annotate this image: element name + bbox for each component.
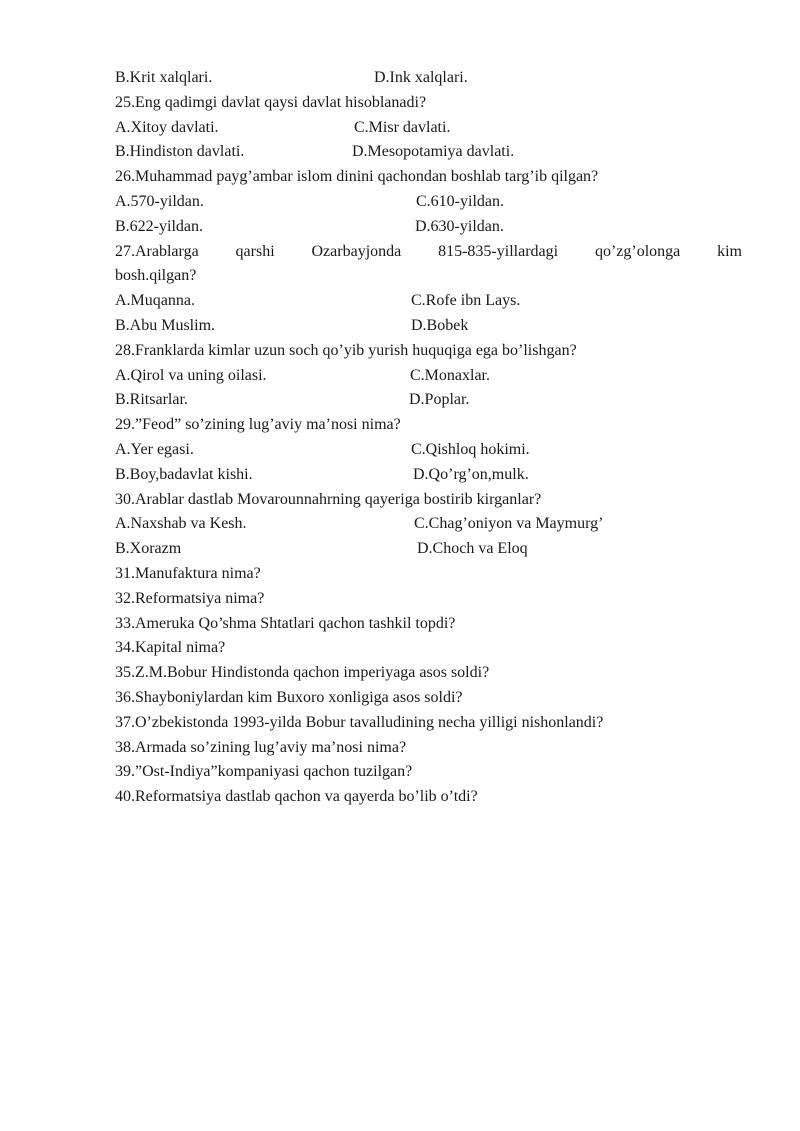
answer-option-left: B.Xorazm — [115, 540, 182, 558]
answer-option-left: B.Abu Muslim. — [115, 316, 216, 334]
answer-options-row — [115, 289, 742, 314]
answer-option-right: C.610-yildan. — [416, 192, 504, 210]
question-line: 25.Eng qadimgi davlat qaysi davlat hisoblanadi? — [115, 93, 427, 111]
answer-option-right: C.Rofe ibn Lays. — [411, 292, 521, 310]
answer-options-row — [115, 116, 742, 141]
question-line: 33.Ameruka Qo’shma Shtatlari qachon tashkil topdi? — [115, 614, 456, 632]
answer-options-row — [115, 438, 742, 463]
answer-option-right: C.Monaxlar. — [410, 366, 490, 384]
answer-option-right: D.Poplar. — [409, 391, 470, 409]
question-line: 35.Z.M.Bobur Hindistonda qachon imperiyaga asos soldi? — [115, 664, 490, 682]
question-line: 30.Arablar dastlab Movarounnahrning qayeriga bostirib kirganlar? — [115, 490, 542, 508]
answer-option-left: A.Naxshab va Kesh. — [115, 515, 247, 533]
question-line: 36.Shayboniylardan kim Buxoro xonligiga asos soldi? — [115, 688, 463, 706]
question-line: 29.”Feod” so’zining lug’aviy ma’nosi nima? — [115, 416, 401, 434]
answer-options-row — [115, 215, 742, 240]
answer-option-right: D.Bobek — [411, 316, 469, 334]
answer-option-right: D.630-yildan. — [415, 217, 504, 235]
answer-option-right: D.Qo’rg’on,mulk. — [413, 465, 529, 483]
question-line: 26.Muhammad payg’ambar islom dinini qachondan boshlab targ’ib qilgan? — [115, 168, 599, 186]
answer-option-right: C.Qishloq hokimi. — [411, 440, 530, 458]
answer-options-row — [115, 140, 742, 165]
question-line: 40.Reformatsiya dastlab qachon va qayerda bo’lib o’tdi? — [115, 788, 478, 806]
answer-option-left: B.Ritsarlar. — [115, 391, 188, 409]
question-line: 28.Franklarda kimlar uzun soch qo’yib yurish huquqiga ega bo’lishgan? — [115, 341, 577, 359]
answer-option-left: B.Boy,badavlat kishi. — [115, 465, 253, 483]
answer-option-left: A.Xitoy davlati. — [115, 118, 219, 136]
answer-option-left: A.Yer egasi. — [115, 440, 194, 458]
answer-option-left: A.570-yildan. — [115, 192, 204, 210]
answer-options-row — [115, 512, 742, 537]
answer-options-row — [115, 388, 742, 413]
answer-option-left: B.Hindiston davlati. — [115, 143, 245, 161]
answer-options-row — [115, 314, 742, 339]
document-page — [115, 66, 742, 810]
answer-option-right: D.Mesopotamiya davlati. — [352, 143, 515, 161]
question-line: 32.Reformatsiya nima? — [115, 589, 265, 607]
question-line: 34.Kapital nima? — [115, 639, 226, 657]
answer-option-right: D.Choch va Eloq — [417, 540, 528, 558]
answer-options-row — [115, 537, 742, 562]
question-line: 39.”Ost-Indiya”kompaniyasi qachon tuzilgan? — [115, 763, 413, 781]
answer-option-right: C.Misr davlati. — [354, 118, 451, 136]
answer-option-right: C.Chag’oniyon va Maymurg’ — [414, 515, 604, 533]
question-line: 31.Manufaktura nima? — [115, 564, 261, 582]
answer-option-left: B.Krit xalqlari. — [115, 69, 213, 86]
answer-options-row — [115, 463, 742, 488]
question-line: bosh.qilgan? — [115, 267, 197, 285]
question-line: 38.Armada so’zining lug’aviy ma’nosi nima? — [115, 738, 407, 756]
answer-options-row — [115, 364, 742, 389]
answer-options-row — [115, 190, 742, 215]
question-line: 37.O’zbekistonda 1993-yilda Bobur tavalludining necha yilligi nishonlandi? — [115, 713, 604, 731]
answer-options-row — [115, 66, 742, 91]
answer-option-left: A.Muqanna. — [115, 292, 195, 310]
question-line: 27.Arablarga qarshi Ozarbayjonda 815-835-yillardagi qo’zg’olonga kim — [115, 242, 742, 260]
answer-option-left: A.Qirol va uning oilasi. — [115, 366, 267, 384]
answer-option-right: D.Ink xalqlari. — [374, 69, 468, 86]
answer-option-left: B.622-yildan. — [115, 217, 203, 235]
